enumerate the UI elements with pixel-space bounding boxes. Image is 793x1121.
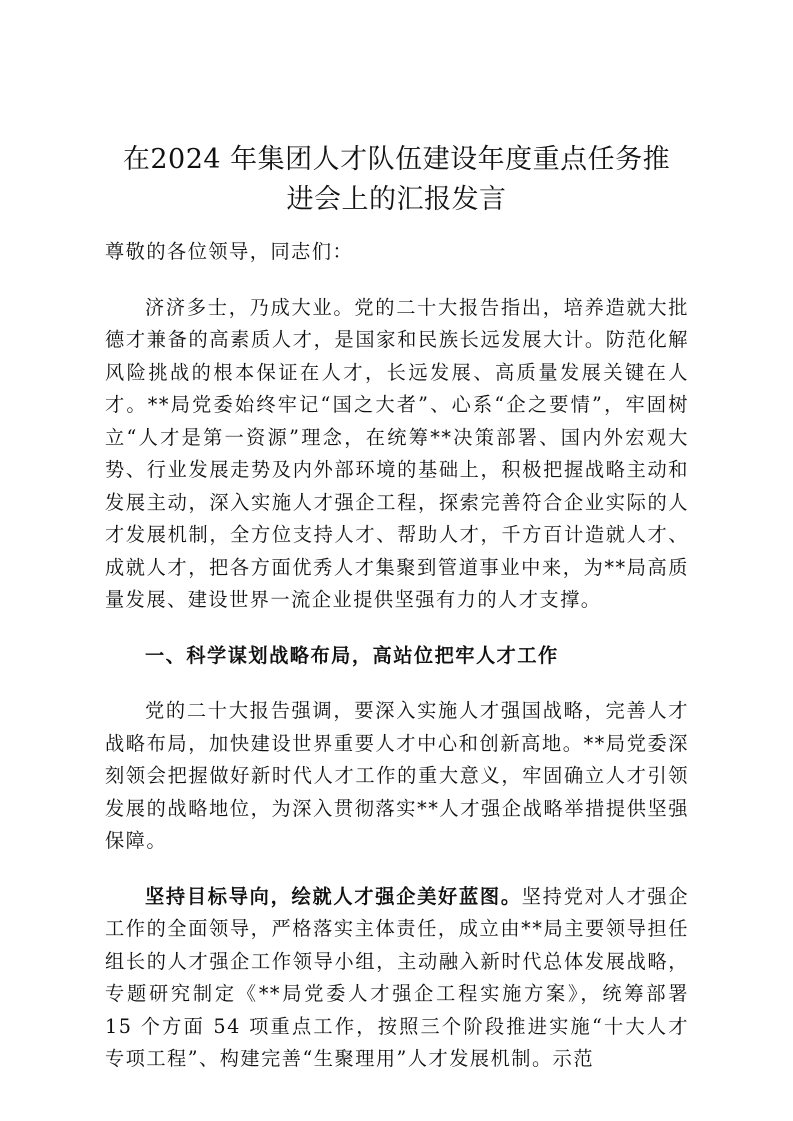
section-heading-1: 一、科学谋划战略布局，高站位把牢人才工作 (145, 643, 559, 667)
section-1-paragraph: 党的二十大报告强调，要深入实施人才强国战略，完善人才战略布局，加快建设世界重要人才中心和创新高地。**局党委深刻领会把握做好新时代人才工作的重大意义，牢固确立人才引领发展的战略地位，为深入贯彻落实**人才强企战略举措提供坚强保障。 (105, 699, 689, 852)
title-line-2: 进会上的汇报发言 (286, 184, 507, 215)
document-title (100, 140, 693, 220)
intro-paragraph: 济济多士，乃成大业。党的二十大报告指出，培养造就大批德才兼备的高素质人才，是国家和民族长远发展大计。防范化解风险挑战的根本保证在人才，长远发展、高质量发展关键在人才。**局党委始终牢记“国之大者”、心系“企之要情”，牢固树立“人才是第一资源”理念，在统筹**决策部署、国内外宏观大势、行业发展走势及内外部环境的基础上，积极把握战略主动和发展主动，深入实施人才强企工程，探索完善符合企业实际的人才发展机制，全方位支持人才、帮助人才，千方百计造就人才、成就人才，把各方面优秀人才集聚到管道事业中来，为**局高质量发展、建设世界一流企业提供坚强有力的人才支撑。 (105, 295, 689, 611)
salutation: 尊敬的各位领导，同志们： (105, 240, 354, 263)
point-1-lead: 坚持目标导向，绘就人才强企美好蓝图。 (145, 884, 522, 908)
title-line-1: 在2024 年集团人才队伍建设年度重点任务推 (122, 144, 671, 175)
point-1-body: 坚持党对人才强企工作的全面领导，严格落实主体责任，成立由**局主要领导担任组长的人才强企工作领导小组，主动融入新时代总体发展战略，专题研究制定《**局党委人才强企工程实施方案》，统筹部署 15 个方面 54 项重点工作，按照三个阶段推进实施“十大人才专项工程”、构建完善“生聚理用”人才发展机制。示范 (105, 884, 690, 1070)
point-1-paragraph (105, 881, 689, 1076)
document-body (105, 236, 689, 1099)
